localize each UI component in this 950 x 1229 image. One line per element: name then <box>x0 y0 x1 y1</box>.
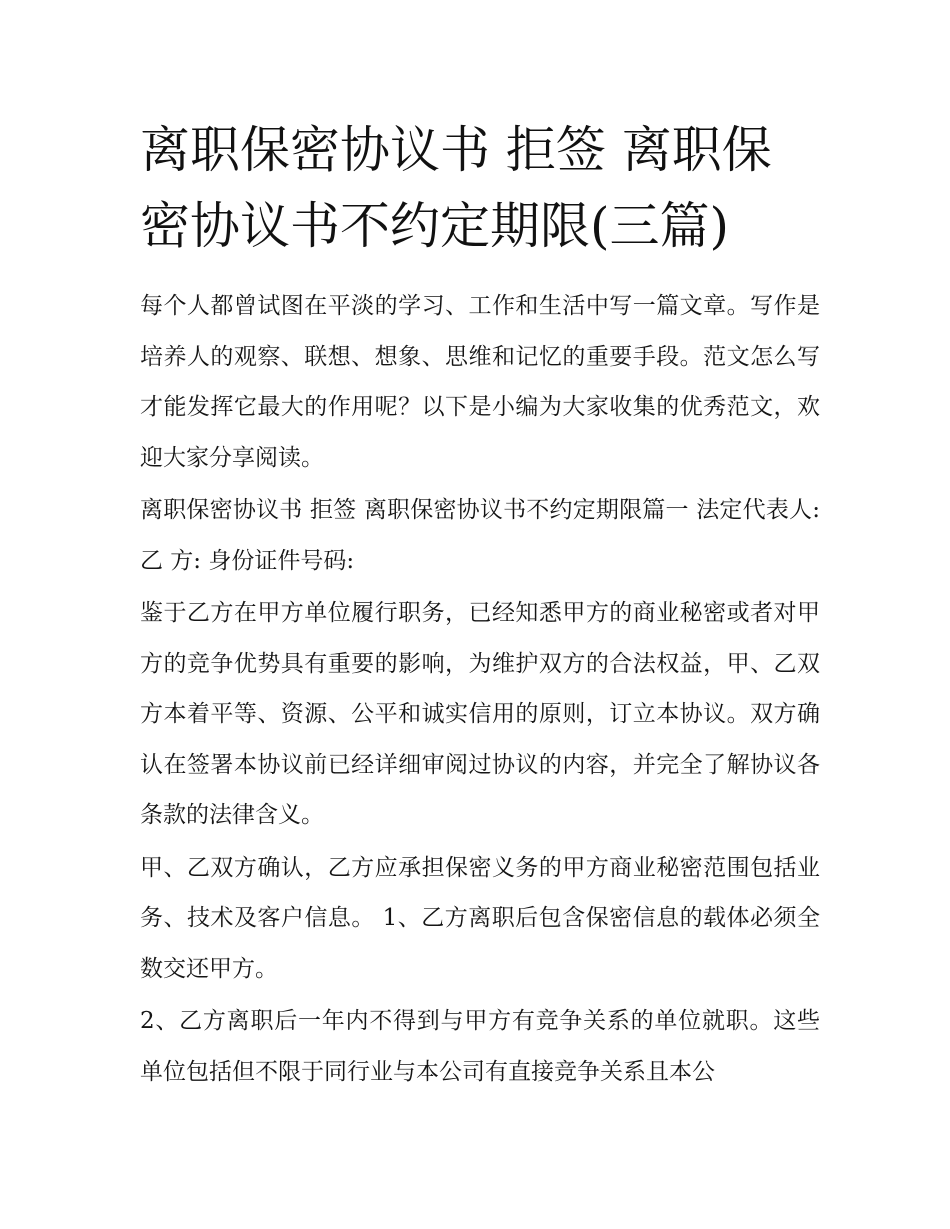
paragraph-intro: 每个人都曾试图在平淡的学习、工作和生活中写一篇文章。写作是培养人的观察、联想、想象、思维和记忆的重要手段。范文怎么写才能发挥它最大的作用呢？以下是小编为大家收集的优秀范文，欢迎大家分享阅读。 <box>140 293 820 471</box>
paragraph-clause-1: 甲、乙双方确认，乙方应承担保密义务的甲方商业秘密范围包括业务、技术及客户信息。 1、乙方离职后包含保密信息的载体必须全数交还甲方。 <box>140 854 820 982</box>
document-title: 离职保密协议书 拒签 离职保密协议书不约定期限(三篇) <box>140 121 772 255</box>
paragraph-preamble: 鉴于乙方在甲方单位履行职务，已经知悉甲方的商业秘密或者对甲方的竞争优势具有重要的影响，为维护双方的合法权益，甲、乙双方本着平等、资源、公平和诚实信用的原则，订立本协议。双方确认在签署本协议前已经详细审阅过协议的内容，并完全了解协议各条款的法律含义。 <box>140 600 820 828</box>
paragraph-parties: 离职保密协议书 拒签 离职保密协议书不约定期限篇一 法定代表人: 乙 方: 身份证件号码: <box>140 497 820 574</box>
document-body <box>140 281 820 1099</box>
paragraph-clause-2: 2、乙方离职后一年内不得到与甲方有竞争关系的单位就职。这些单位包括但不限于同行业与本公司有直接竞争关系且本公 <box>140 1008 820 1085</box>
